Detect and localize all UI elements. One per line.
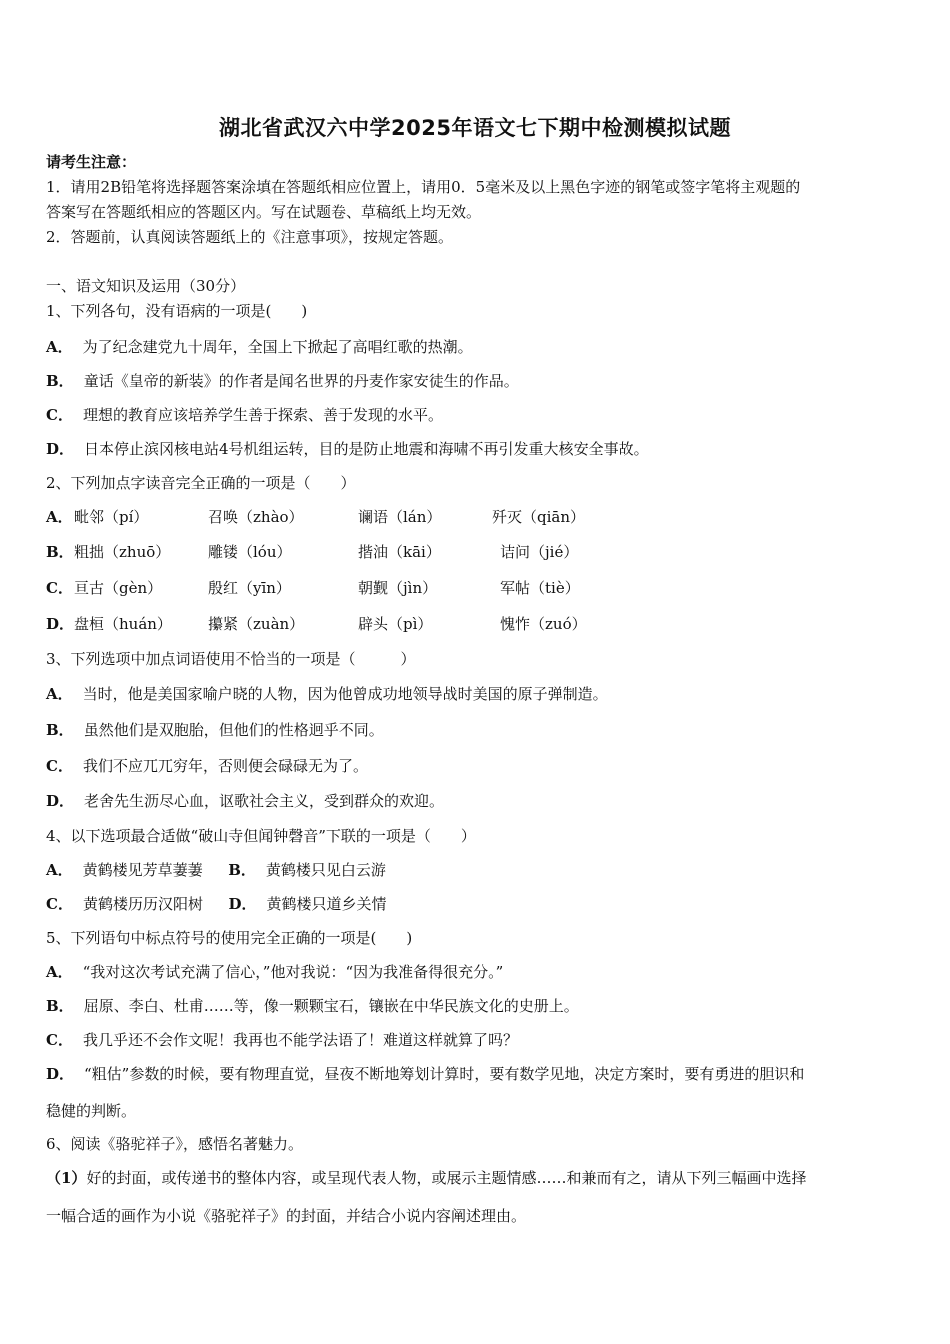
option-text: 当时，他是美国家喻户晓的人物，因为他曾成功地领导战时美国的原子弹制造。: [82, 685, 608, 703]
option-text: 理想的教育应该培养学生善于探索、善于发现的水平。: [82, 406, 443, 424]
pinyin-item: 朝觐（jìn）: [358, 579, 438, 597]
pinyin-item: 粗拙（zhuō）: [74, 543, 171, 561]
pinyin-item: 盘桓（huán）: [74, 615, 172, 633]
option-text: 为了纪念建党九十周年，全国上下掀起了高唱红歌的热潮。: [82, 338, 473, 356]
notice-item-1-line-2: 答案写在答题纸相应的答题区内。写在试题卷、草稿纸上均无效。: [46, 203, 482, 221]
pinyin-item: 殷红（yīn）: [208, 579, 291, 597]
pinyin-item: 军帖（tiè）: [500, 579, 580, 597]
question-5-option-a: [46, 962, 503, 982]
question-5-option-d: [46, 1064, 804, 1084]
pinyin-item: 愧怍（zuó）: [500, 615, 587, 633]
notice-item-1-line-1: 1．请用2B铅笔将选择题答案涂填在答题纸相应位置上，请用0．5毫米及以上黑色字迹的钢笔或签字笔将主观题的: [46, 178, 801, 196]
option-text: 黄鹤楼只见白云游: [265, 861, 386, 879]
pinyin-item: 攥紧（zuàn）: [208, 615, 305, 633]
option-text: 黄鹤楼见芳草萋萋: [82, 861, 203, 879]
pinyin-item: 谰语（lán）: [358, 508, 442, 526]
question-3-option-a: [46, 684, 608, 704]
option-label: C．: [46, 1031, 73, 1049]
question-3-stem: 3、下列选项中加点词语使用不恰当的一项是（ ）: [46, 650, 416, 668]
pinyin-item: 雕镂（lóu）: [208, 543, 292, 561]
option-label: B．: [46, 721, 74, 739]
question-2-stem: 2、下列加点字读音完全正确的一项是（ ）: [46, 474, 356, 492]
option-label: D．: [46, 615, 75, 633]
pinyin-item: 亘古（gèn）: [74, 579, 163, 597]
option-text: “粗估”参数的时候，要有物理直觉，昼夜不断地筹划计算时，要有数学见地，决定方案时，要有勇进的胆识和: [84, 1065, 805, 1083]
pinyin-item: 毗邻（pí）: [74, 508, 149, 526]
option-text: 屈原、李白、杜甫……等，像一颗颗宝石，镶嵌在中华民族文化的史册上。: [83, 997, 579, 1015]
question-1-option-c: [46, 405, 443, 425]
question-6-sub-1-line-2: 一幅合适的画作为小说《骆驼祥子》的封面，并结合小说内容阐述理由。: [46, 1207, 527, 1225]
option-label: C．: [46, 895, 73, 913]
page-title: 湖北省武汉六中学2025年语文七下期中检测模拟试题: [219, 116, 731, 140]
question-6-stem: 6、阅读《骆驼祥子》，感悟名著魅力。: [46, 1135, 304, 1153]
option-label: C．: [46, 579, 73, 597]
option-label: C．: [46, 757, 73, 775]
option-label: A．: [46, 963, 73, 981]
option-label: B．: [46, 372, 74, 390]
question-4-stem: 4、以下选项最合适做“破山寺但闻钟磬音”下联的一项是（ ）: [46, 827, 476, 845]
option-label: C．: [46, 406, 73, 424]
question-3-option-d: [46, 791, 444, 811]
option-text: 童话《皇帝的新装》的作者是闻名世界的丹麦作家安徒生的作品。: [83, 372, 519, 390]
question-5-option-c: [46, 1030, 518, 1050]
option-text: 黄鹤楼只道乡关情: [266, 895, 387, 913]
question-5-option-b: [46, 996, 579, 1016]
pinyin-item: 召唤（zhào）: [208, 508, 304, 526]
option-text: 虽然他们是双胞胎，但他们的性格迥乎不同。: [83, 721, 384, 739]
option-label: D．: [46, 440, 75, 458]
option-label: B．: [46, 997, 74, 1015]
option-text: 我几乎还不会作文呢！我再也不能学法语了！难道这样就算了吗？: [82, 1031, 518, 1049]
question-5-option-d-line-2: 稳健的判断。: [46, 1102, 137, 1120]
option-label: D．: [46, 792, 75, 810]
notice-heading: 请考生注意：: [46, 153, 137, 171]
option-text: 我们不应兀兀穷年，否则便会碌碌无为了。: [82, 757, 368, 775]
pinyin-item: 歼灭（qiān）: [492, 508, 586, 526]
option-text: 黄鹤楼历历汉阳树: [82, 895, 203, 913]
option-text: 老舍先生沥尽心血，讴歌社会主义，受到群众的欢迎。: [84, 792, 445, 810]
question-1-option-d: [46, 439, 649, 459]
option-text: “我对这次考试充满了信心，”他对我说：“因为我准备得很充分。”: [82, 963, 504, 981]
option-label: A．: [46, 338, 73, 356]
question-3-option-c: [46, 756, 368, 776]
option-label: D．: [228, 895, 257, 913]
question-6-sub-1-line-1: [46, 1168, 806, 1188]
option-label: D．: [46, 1065, 75, 1083]
option-label: A．: [46, 685, 73, 703]
question-1-option-a: [46, 337, 473, 357]
question-3-option-b: [46, 720, 384, 740]
pinyin-item: 辟头（pì）: [358, 615, 433, 633]
option-label: A．: [46, 861, 73, 879]
notice-item-2: 2．答题前，认真阅读答题纸上的《注意事项》，按规定答题。: [46, 228, 454, 246]
sub-question-number: （1）: [46, 1169, 87, 1187]
question-4-options-ab: [46, 860, 386, 880]
option-label: B．: [228, 861, 256, 879]
sub-question-text: 好的封面，或传递书的整体内容，或呈现代表人物，或展示主题情感……和兼而有之，请从下列三幅画中选择: [86, 1169, 807, 1187]
question-1-option-b: [46, 371, 519, 391]
option-label: A．: [46, 508, 73, 526]
question-1-stem: 1、下列各句，没有语病的一项是( ): [46, 302, 308, 320]
option-text: 日本停止滨冈核电站4号机组运转，目的是防止地震和海啸不再引发重大核安全事故。: [84, 440, 649, 458]
pinyin-item: 诘问（jié）: [500, 543, 579, 561]
question-5-stem: 5、下列语句中标点符号的使用完全正确的一项是( ): [46, 929, 413, 947]
question-4-options-cd: [46, 894, 387, 914]
pinyin-item: 揩油（kāi）: [358, 543, 441, 561]
section-heading: 一、语文知识及运用（30分）: [46, 277, 246, 295]
option-label: B．: [46, 543, 74, 561]
